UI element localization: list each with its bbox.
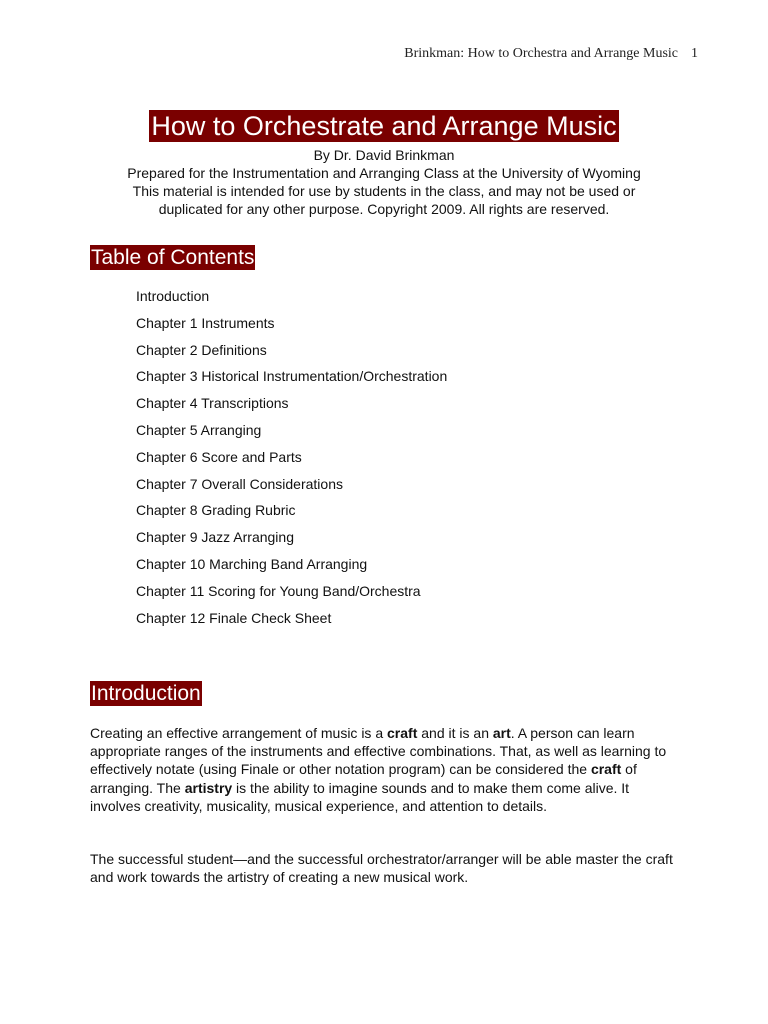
page-number: 1 bbox=[691, 46, 698, 61]
toc-item-chapter-10: Chapter 10 Marching Band Arranging bbox=[136, 555, 368, 572]
intro-p1-bold-craft: craft bbox=[387, 725, 418, 741]
toc-item-chapter-3: Chapter 3 Historical Instrumentation/Orchestration bbox=[136, 368, 448, 385]
intro-p1-text-1: Creating an effective arrangement of music is a bbox=[90, 725, 388, 741]
intro-p1-bold-craft-2: craft bbox=[590, 761, 622, 778]
toc-item-chapter-12: Chapter 12 Finale Check Sheet bbox=[136, 609, 332, 626]
usage-notice-line: This material is intended for use by students in the class, and may not be used or bbox=[132, 183, 636, 199]
byline bbox=[0, 146, 768, 218]
toc-item-chapter-6: Chapter 6 Score and Parts bbox=[136, 448, 302, 465]
toc-item-introduction: Introduction bbox=[136, 288, 210, 304]
toc-item-chapter-5: Chapter 5 Arranging bbox=[136, 421, 262, 438]
toc-item-chapter-8: Chapter 8 Grading Rubric bbox=[136, 502, 296, 519]
intro-p1-bold-art: art bbox=[492, 725, 511, 741]
toc-item-chapter-2: Chapter 2 Definitions bbox=[136, 341, 267, 358]
running-title: Brinkman: How to Orchestra and Arrange Music bbox=[404, 46, 678, 61]
table-of-contents bbox=[136, 287, 447, 635]
intro-p1-text-4: of arranging. The bbox=[90, 761, 637, 796]
intro-p1-text-3: . A person can learn appropriate ranges of the instruments and effective combinations. That, as well as learning to effectively notate (using Finale or other notation program) can be considered the bbox=[90, 725, 667, 778]
document-title: How to Orchestrate and Arrange Music bbox=[151, 111, 617, 141]
toc-item-chapter-11: Chapter 11 Scoring for Young Band/Orchestra bbox=[136, 582, 421, 599]
toc-heading: Table of Contents bbox=[91, 246, 255, 269]
toc-item-chapter-7: Chapter 7 Overall Considerations bbox=[136, 475, 343, 492]
toc-item-chapter-4: Chapter 4 Transcriptions bbox=[136, 395, 289, 412]
introduction-paragraph-1 bbox=[90, 724, 680, 815]
intro-p1-bold-artistry: artistry bbox=[184, 779, 233, 796]
toc-item-chapter-1: Chapter 1 Instruments bbox=[136, 314, 275, 331]
copyright-line: duplicated for any other purpose. Copyright 2009. All rights are reserved. bbox=[158, 201, 610, 217]
prepared-for-line: Prepared for the Instrumentation and Arranging Class at the University of Wyoming bbox=[127, 165, 641, 181]
running-header bbox=[404, 46, 698, 62]
intro-p1-text-5: is the ability to imagine sounds and to make them come alive. It involves creativity, musicality, musical experience, and attention to details. bbox=[90, 779, 630, 814]
introduction-paragraph-2: The successful student—and the successful orchestrator/arranger will be able master the craft and work towards the artistry of creating a new musical work. bbox=[90, 851, 673, 886]
introduction-heading: Introduction bbox=[91, 682, 201, 705]
toc-item-chapter-9: Chapter 9 Jazz Arranging bbox=[136, 529, 294, 546]
author-line: By Dr. David Brinkman bbox=[313, 147, 455, 163]
intro-p1-text-2: and it is an bbox=[417, 725, 493, 741]
title-block bbox=[0, 110, 768, 142]
